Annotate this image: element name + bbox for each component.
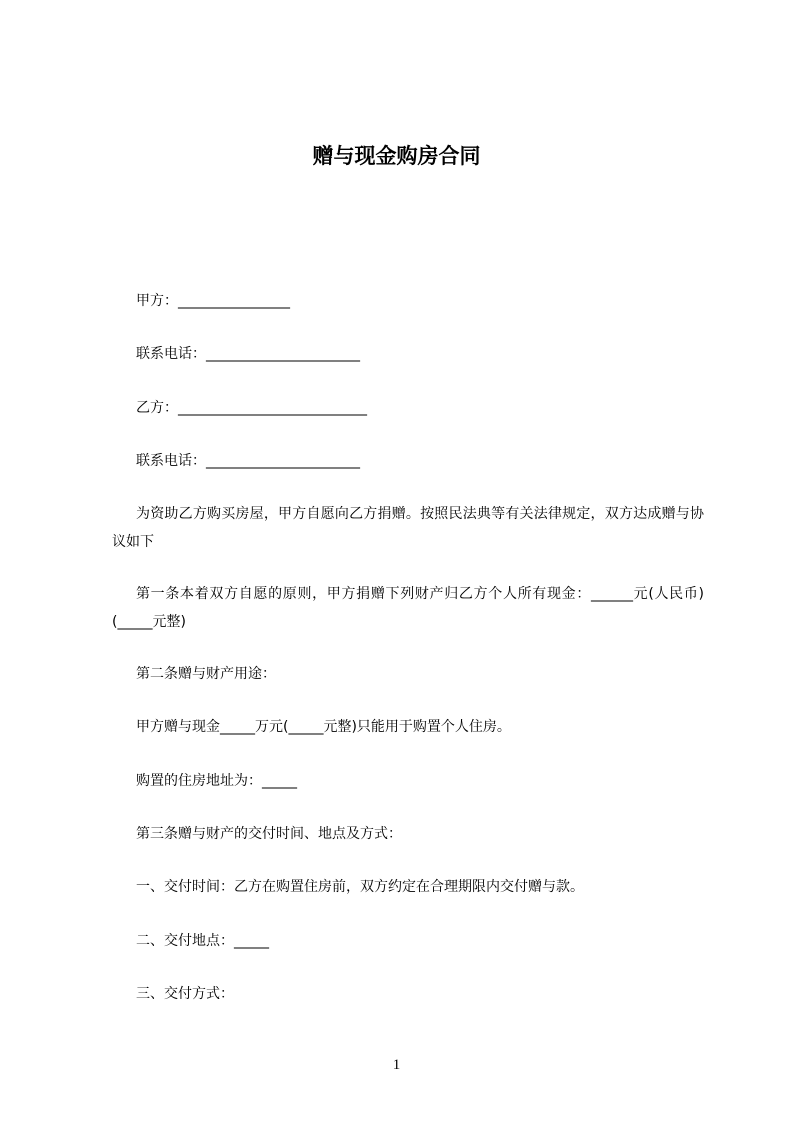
article-1-paragraph: 第一条本着双方自愿的原则，甲方捐赠下列财产归乙方个人所有现金：______元(人民币)(_____元整) (112, 586, 704, 630)
article-2-body: 甲方赠与现金_____万元(_____元整)只能用于购置个人住房。 (136, 719, 511, 735)
party-a-phone-line: 联系电话：______________________ (136, 346, 360, 362)
article-2-heading: 第二条赠与财产用途： (136, 666, 276, 682)
delivery-place-item: 二、交付地点：_____ (136, 933, 269, 949)
page-number: 1 (392, 1057, 401, 1073)
party-a-line: 甲方：________________ (136, 293, 290, 309)
intro-paragraph: 为资助乙方购买房屋，甲方自愿向乙方捐赠。按照民法典等有关法律规定，双方达成赠与协议如下 (112, 506, 704, 550)
house-address-line: 购置的住房地址为：_____ (136, 773, 297, 789)
delivery-time-item: 一、交付时间：乙方在购置住房前，双方约定在合理期限内交付赠与款。 (136, 879, 584, 895)
party-b-phone-line: 联系电话：______________________ (136, 453, 360, 469)
document-title: 赠与现金购房合同 (312, 144, 481, 168)
article-3-heading: 第三条赠与财产的交付时间、地点及方式： (136, 826, 402, 842)
delivery-method-item: 三、交付方式： (136, 986, 234, 1002)
party-b-line: 乙方：___________________________ (136, 400, 367, 416)
